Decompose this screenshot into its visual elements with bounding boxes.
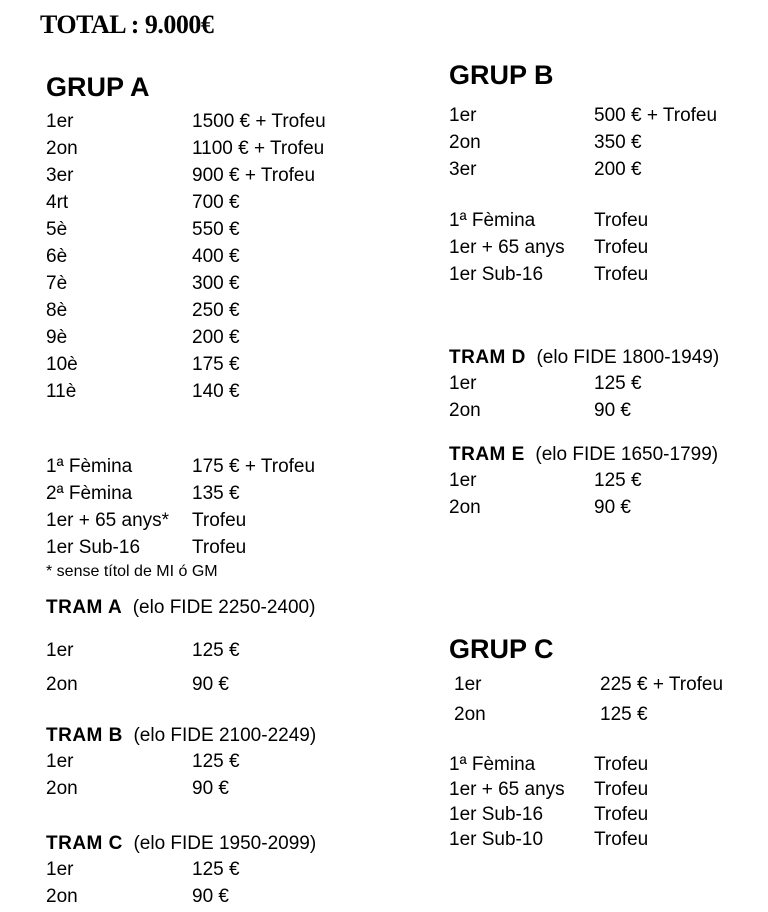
prize-value: 700 € [192,192,240,213]
place-label: 2on [46,138,78,159]
tram-a-range: (elo FIDE 2250-2400) [132,597,316,618]
place-label: 1ª Fèmina [449,210,536,231]
tram-c-row [46,856,376,883]
place-label: 1er [449,470,477,491]
place-label: 1er + 65 anys* [46,510,170,531]
tram-b-section [46,724,376,802]
grup-a-special-row [46,534,366,561]
prize-value: 1100 € + Trofeu [192,138,325,159]
prize-value: Trofeu [594,779,649,800]
grup-b-title: GRUP B [449,60,554,90]
prize-value: 200 € [594,159,642,180]
prize-value: Trofeu [594,829,649,850]
prize-value: 350 € [594,132,642,153]
prize-value: Trofeu [192,537,247,558]
prize-value: Trofeu [594,237,649,258]
tram-c-title [46,832,376,856]
place-label: 1er Sub-16 [449,804,544,825]
place-label: 10è [46,354,78,375]
place-label: 1er [454,674,482,695]
place-label: 1er [46,111,74,132]
grup-b-special-list [449,207,764,288]
prize-value: Trofeu [594,754,649,775]
place-label: 4rt [46,192,69,213]
prize-value: 250 € [192,300,240,321]
grup-c-special-row [449,827,764,852]
grup-c-row [454,700,764,730]
grup-b-row [449,129,764,156]
place-label: 1er [46,751,74,772]
place-label: 1er [449,105,477,126]
tram-e-section [449,443,764,521]
tram-c-prize-list [46,856,376,910]
grup-a-row [46,324,366,351]
place-label: 1er Sub-16 [449,264,544,285]
grup-a-row [46,135,366,162]
place-label: 1er + 65 anys [449,237,565,258]
prize-value: 550 € [192,219,240,240]
prize-value: 175 € + Trofeu [192,456,316,477]
tram-c-name: TRAM C [46,833,123,854]
place-label: 9è [46,327,68,348]
grup-b-section [449,60,764,288]
tram-a-section [46,596,376,702]
tram-e-prize-list [449,467,764,521]
place-label: 1er + 65 anys [449,779,565,800]
tram-d-title [449,346,764,370]
place-label: 1er [46,859,74,880]
grup-a-row [46,189,366,216]
prize-value: 225 € + Trofeu [600,674,724,695]
prize-value: 1500 € + Trofeu [192,111,326,132]
tram-b-prize-list [46,748,376,802]
grup-a-section [46,72,366,583]
grup-a-row [46,243,366,270]
grup-c-section [449,634,764,852]
prize-value: 90 € [594,497,631,518]
grup-b-prize-list [449,102,764,183]
grup-a-row [46,270,366,297]
prize-value: 300 € [192,273,240,294]
grup-c-special-list [449,752,764,852]
prize-value: 900 € + Trofeu [192,165,316,186]
prize-value: 140 € [192,381,240,402]
prize-value: 90 € [594,400,631,421]
place-label: 1ª Fèmina [449,754,536,775]
place-label: 2on [449,132,481,153]
tram-e-name: TRAM E [449,444,525,465]
tram-a-prize-list [46,634,376,702]
tram-a-row [46,668,376,702]
tram-e-row [449,467,764,494]
grup-a-row [46,378,366,405]
tram-e-row [449,494,764,521]
grup-a-row [46,108,366,135]
tram-b-name: TRAM B [46,725,123,746]
tram-d-row [449,397,764,424]
place-label: 3er [46,165,74,186]
grup-a-row [46,162,366,189]
place-label: 2on [46,674,78,695]
tram-a-name: TRAM A [46,597,123,618]
place-label: 1ª Fèmina [46,456,133,477]
prize-value: Trofeu [594,264,649,285]
grup-c-title: GRUP C [449,634,554,664]
tram-d-row [449,370,764,397]
tram-e-range: (elo FIDE 1650-1799) [535,444,719,465]
grup-a-special-row [46,453,366,480]
place-label: 8è [46,300,68,321]
grup-c-special-row [449,752,764,777]
grup-a-title: GRUP A [46,72,150,102]
grup-a-special-row [46,507,366,534]
tram-d-range: (elo FIDE 1800-1949) [536,347,720,368]
prize-value: Trofeu [594,210,649,231]
place-label: 2on [449,400,481,421]
prize-value: 125 € [594,470,642,491]
place-label: 1er [46,640,74,661]
prize-value: 135 € [192,483,240,504]
prize-value: 90 € [192,778,229,799]
grup-a-row [46,351,366,378]
place-label: 2on [454,704,486,725]
place-label: 2on [449,497,481,518]
tram-d-name: TRAM D [449,347,526,368]
tram-d-prize-list [449,370,764,424]
grup-a-note: * sense títol de MI ó GM [46,563,218,580]
prize-value: 90 € [192,886,229,907]
total-title: TOTAL : 9.000€ [40,10,214,39]
place-label: 5è [46,219,68,240]
tram-a-title [46,596,376,620]
prize-value: 125 € [600,704,648,725]
grup-c-prize-list [449,670,764,730]
prize-value: 200 € [192,327,240,348]
grup-a-row [46,216,366,243]
grup-c-special-row [449,802,764,827]
tram-b-title [46,724,376,748]
grup-c-row [454,670,764,700]
prize-value: 125 € [192,859,240,880]
tram-c-section [46,832,376,910]
place-label: 1er Sub-16 [46,537,141,558]
prize-value: 125 € [192,640,240,661]
grup-b-special-row [449,261,764,288]
place-label: 2on [46,886,78,907]
prize-value: Trofeu [192,510,247,531]
tram-b-range: (elo FIDE 2100-2249) [133,725,317,746]
grup-b-special-row [449,234,764,261]
grup-c-special-row [449,777,764,802]
tram-a-row [46,634,376,668]
grup-a-row [46,297,366,324]
grup-a-prize-list [46,108,366,405]
prize-value: 125 € [594,373,642,394]
prize-value: Trofeu [594,804,649,825]
grup-b-row [449,156,764,183]
tram-c-row [46,883,376,910]
prize-value: 90 € [192,674,229,695]
tram-b-row [46,775,376,802]
grup-a-special-list [46,453,366,561]
prize-value: 400 € [192,246,240,267]
grup-a-special-row [46,480,366,507]
tram-d-section [449,346,764,424]
place-label: 2on [46,778,78,799]
prize-value: 500 € + Trofeu [594,105,718,126]
prize-value: 175 € [192,354,240,375]
place-label: 1er [449,373,477,394]
place-label: 7è [46,273,68,294]
tram-e-title [449,443,764,467]
grup-b-special-row [449,207,764,234]
tram-b-row [46,748,376,775]
grup-b-row [449,102,764,129]
prize-value: 125 € [192,751,240,772]
place-label: 11è [46,381,77,402]
place-label: 6è [46,246,68,267]
tram-c-range: (elo FIDE 1950-2099) [133,833,317,854]
place-label: 2ª Fèmina [46,483,133,504]
place-label: 3er [449,159,477,180]
place-label: 1er Sub-10 [449,829,544,850]
